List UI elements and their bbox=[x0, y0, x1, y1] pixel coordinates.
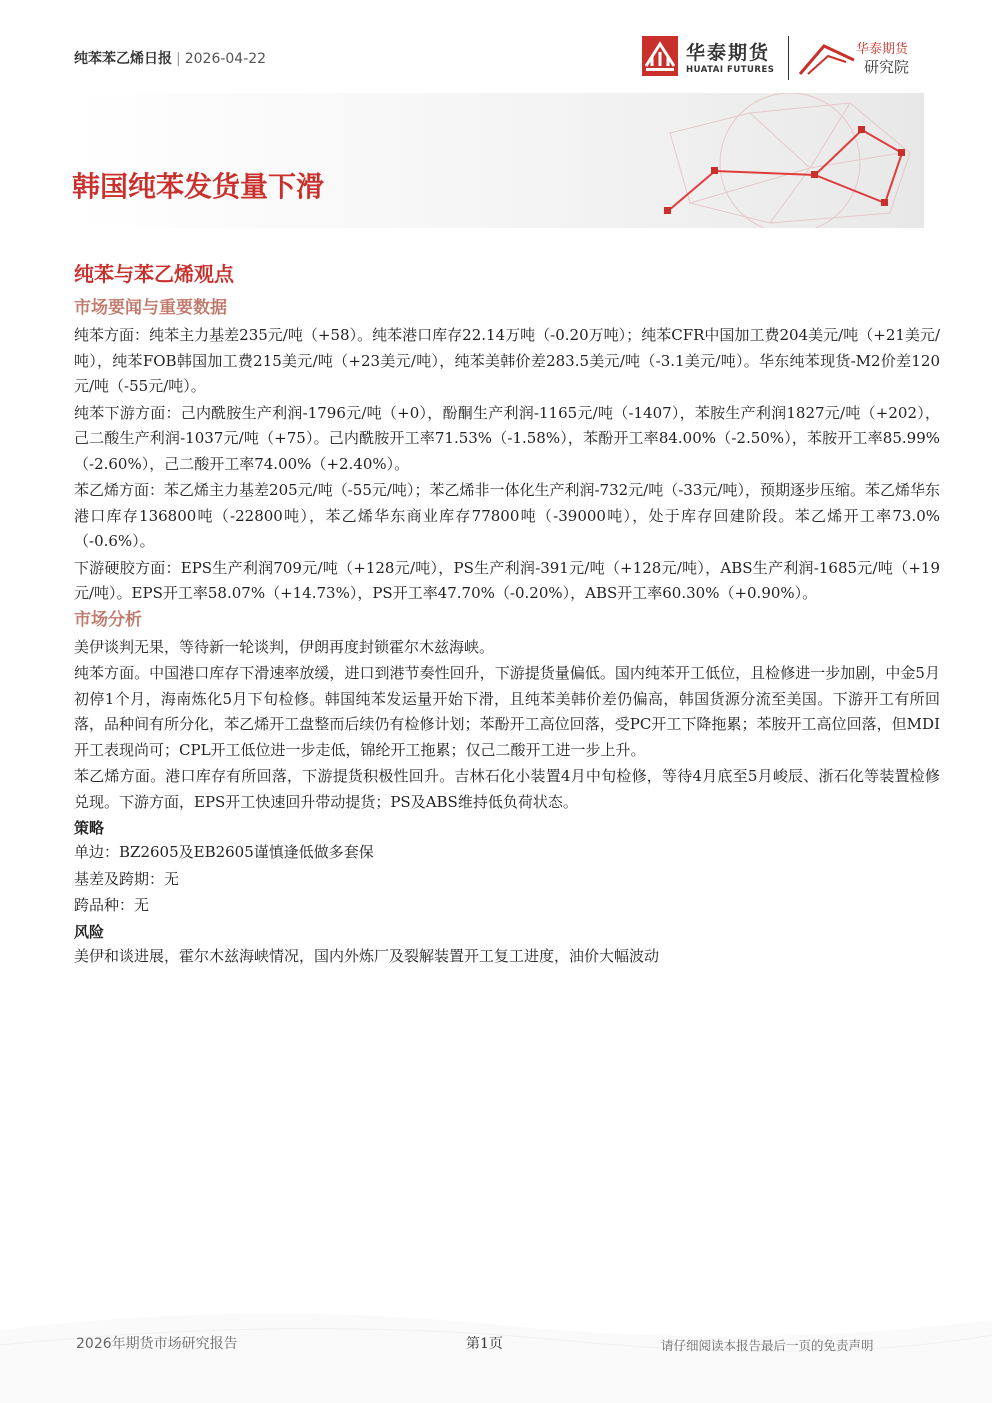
market-news-paragraph: 纯苯下游方面：己内酰胺生产利润-1796元/吨（+0），酚酮生产利润-1165元/吨（-1407），苯胺生产利润1827元/吨（+202），己二酸生产利润-1037元/吨（+75）。己内酰胺开工率71.53%（-1.58%），苯酚开工率84.00%（-2.50%），苯胺开工率85.99%（-2.60%），己二酸开工率74.00%（+2.40%）。 bbox=[74, 403, 940, 473]
institute-line2: 研究院 bbox=[864, 58, 910, 76]
market-news-paragraph: 纯苯方面：纯苯主力基差235元/吨（+58）。纯苯港口库存22.14万吨（-0.20万吨）；纯苯CFR中国加工费204美元/吨（+21美元/吨），纯苯FOB韩国加工费215美元/吨（+23美元/吨），纯苯美韩价差283.5美元/吨（-3.1美元/吨）。华东纯苯现货-M2价差120元/吨（-55元/吨）。 bbox=[74, 326, 940, 395]
risk-heading: 风险 bbox=[74, 922, 105, 941]
section-title: 纯苯与苯乙烯观点 bbox=[74, 262, 234, 286]
research-institute-logo bbox=[798, 36, 928, 80]
institute-logo-icon bbox=[798, 40, 858, 76]
market-analysis-paragraph: 纯苯方面。中国港口库存下滑速率放缓，进口到港节奏性回升，下游提货量偏低。国内纯苯开工低位，且检修进一步加剧，中金5月初停1个月，海南炼化5月下旬检修。韩国纯苯发运量开始下滑，且纯苯美韩价差仍偏高，韩国货源分流至美国。下游开工有所回落，品种间有所分化，苯乙烯开工盘整而后续仍有检修计划；苯酚开工高位回落，受PC开工下降拖累；苯胺开工高位回落，但MDI开工表现尚可；CPL开工低位进一步走低，锦纶开工拖累；仅己二酸开工进一步上升。 bbox=[74, 664, 940, 759]
huatai-futures-logo bbox=[642, 36, 782, 80]
logo-divider bbox=[788, 36, 789, 80]
brand-name-cn: 华泰期货 bbox=[686, 42, 771, 64]
footer-disclaimer: 请仔细阅读本报告最后一页的免责声明 bbox=[661, 1338, 874, 1353]
strategy-line: 跨品种：无 bbox=[74, 896, 150, 914]
report-body bbox=[74, 296, 940, 970]
market-news-paragraph: 下游硬胶方面：EPS生产利润709元/吨（+128元/吨），PS生产利润-391元/吨（+128元/吨），ABS生产利润-1685元/吨（+19元/吨）。EPS开工率58.07%（+14.73%），PS开工率47.70%（-0.20%），ABS开工率60.30%（+0.90%）。 bbox=[74, 558, 940, 602]
market-analysis-paragraph: 苯乙烯方面。港口库存有所回落，下游提货积极性回升。吉林石化小装置4月中旬检修，等待4月底至5月峻辰、浙石化等装置检修兑现。下游方面，EPS开工快速回升带动提货；PS及ABS维持低负荷状态。 bbox=[74, 767, 940, 811]
market-news-paragraph: 苯乙烯方面：苯乙烯主力基差205元/吨（-55元/吨）；苯乙烯非一体化生产利润-732元/吨（-33元/吨），预期逐步压缩。苯乙烯华东港口库存136800吨（-22800吨），苯乙烯华东商业库存77800吨（-39000吨），处于库存回建阶段。苯乙烯开工率73.0%（-0.6%）。 bbox=[74, 481, 940, 550]
banner-network-graphic bbox=[70, 93, 924, 228]
risk-text: 美伊和谈进展，霍尔木兹海峡情况，国内外炼厂及裂解装置开工复工进度，油价大幅波动 bbox=[74, 946, 660, 965]
page-number: 第1页 bbox=[466, 1336, 503, 1352]
title-banner bbox=[70, 93, 924, 228]
market-news-heading: 市场要闻与重要数据 bbox=[74, 298, 227, 318]
report-type: 纯苯苯乙烯日报 bbox=[74, 51, 172, 67]
strategy-line: 单边：BZ2605及EB2605谨慎逢低做多套保 bbox=[74, 843, 374, 861]
report-title: 韩国纯苯发货量下滑 bbox=[72, 170, 325, 203]
institute-line1: 华泰期货 bbox=[856, 42, 909, 57]
market-analysis-heading: 市场分析 bbox=[74, 609, 142, 630]
strategy-heading: 策略 bbox=[74, 819, 105, 837]
market-analysis-paragraph: 美伊谈判无果，等待新一轮谈判，伊朗再度封锁霍尔木兹海峡。 bbox=[74, 637, 495, 656]
footer-report-name: 2026年期货市场研究报告 bbox=[76, 1336, 238, 1352]
report-header bbox=[74, 48, 266, 68]
brand-name-en: HUATAI FUTURES bbox=[686, 65, 775, 75]
strategy-line: 基差及跨期：无 bbox=[74, 869, 180, 888]
report-date: 2026-04-22 bbox=[184, 51, 267, 67]
huatai-logo-icon bbox=[642, 36, 678, 76]
header-separator: | bbox=[176, 51, 181, 67]
